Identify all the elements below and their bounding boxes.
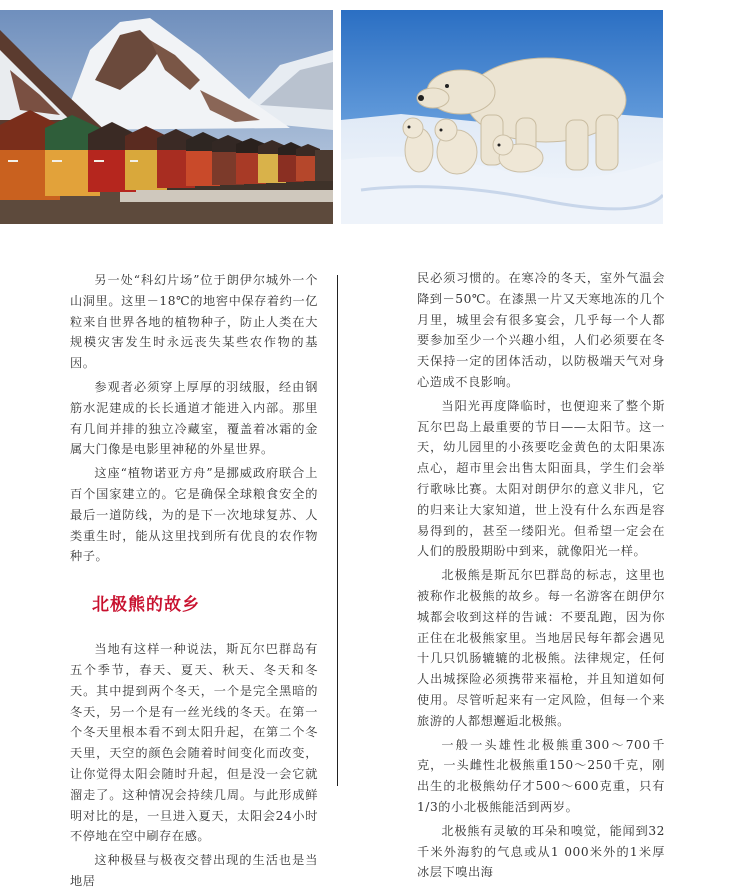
paragraph-polar-bear-home: 北极熊是斯瓦尔巴群岛的标志，这里也被称作北极熊的故乡。每一名游客在朗伊尔城都会收到这样的告诫：不要乱跑，因为你正住在北极熊家里。当地居民每年都会遇见十几只饥肠辘辘的北极熊。法律规定，任何人出城探险必须携带来福枪，并且知道如何使用。尽管听起来有一定风险，但每一个来旅游的人都想邂逅北极熊。 (417, 568, 665, 728)
column-divider (337, 275, 338, 786)
paragraph-polar-bear-weight: 一般一头雄性北极熊重300～700千克，一头雌性北极熊重150～250千克，刚出生的北极熊幼仔才500～600克重，只有1/3的小北极熊能活到两岁。 (417, 737, 665, 814)
right-text-column (417, 268, 665, 883)
photo-svalbard-houses (0, 10, 333, 224)
section-heading: 北极熊的故乡 (92, 595, 200, 616)
paragraph-sun-festival: 当阳光再度降临时，也便迎来了整个斯瓦尔巴岛上最重要的节日——太阳节。这一天，幼儿园里的小孩要吃金黄色的太阳果冻点心，超市里会出售太阳面具，学生们会举行歌咏比赛。太阳对朗伊尔的意义非凡，它的归来让大家知道，世上没有什么东西是容易得到的，甚至一缕阳光。但希望一定会在人们的殷殷期盼中到来，就像阳光一样。 (417, 398, 665, 559)
polar-bear-family-image (341, 10, 663, 224)
paragraph-seed-vault-interior: 参观者必须穿上厚厚的羽绒服，经由钢筋水泥建成的长长通道才能进入内部。那里有几间并排的独立冷藏室，覆盖着冰霜的金属大门像是电影里神秘的外星世界。 (70, 379, 318, 457)
paragraph-polar-day-night: 这种极昼与极夜交替出现的生活也是当地居 (70, 853, 318, 888)
paragraph-polar-bear-senses: 北极熊有灵敏的耳朵和嗅觉，能闻到32千米外海豹的气息或从1 000米外的1米厚冰层下嗅出海 (417, 823, 665, 880)
left-text-column (70, 270, 318, 892)
houses-mountains-image (0, 10, 333, 224)
paragraph-seed-vault-location: 另一处“科幻片场”位于朗伊尔城外一个山洞里。这里－18℃的地窖中保存着约一亿粒来自世界各地的植物种子，防止人类在大规模灾害发生时永远丧失某些农作物的基因。 (70, 273, 318, 371)
photo-polar-bears (341, 10, 663, 224)
paragraph-winter-life: 民必须习惯的。在寒冷的冬天，室外气温会降到－50℃。在漆黑一片又天寒地冻的几个月里，城里会有很多宴会，几乎每一个人都要参加至少一个兴趣小组，人们必须要在冬天保持一定的团体活动，以防极端天气对身心造成不良影响。 (417, 271, 665, 389)
paragraph-seed-vault-purpose: 这座“植物诺亚方舟”是挪威政府联合上百个国家建立的。它是确保全球粮食安全的最后一道防线，为的是下一次地球复苏、人类重生时，能从这里找到所有优良的农作物种子。 (70, 466, 318, 564)
paragraph-seasons: 当地有这样一种说法，斯瓦尔巴群岛有五个季节，春天、夏天、秋天、冬天和冬天。其中提到两个冬天，一个是完全黑暗的冬天，另一个是有一丝光线的冬天。在第一个冬天里根本看不到太阳升起，在第二个冬天里，天空的颜色会随着时间变化而改变，让你觉得太阳会随时升起，但是没一会它就溜走了。这种情况会持续几周。与此形成鲜明对比的是，一旦进入夏天，太阳会24小时不停地在空中刷存在感。 (70, 642, 318, 844)
